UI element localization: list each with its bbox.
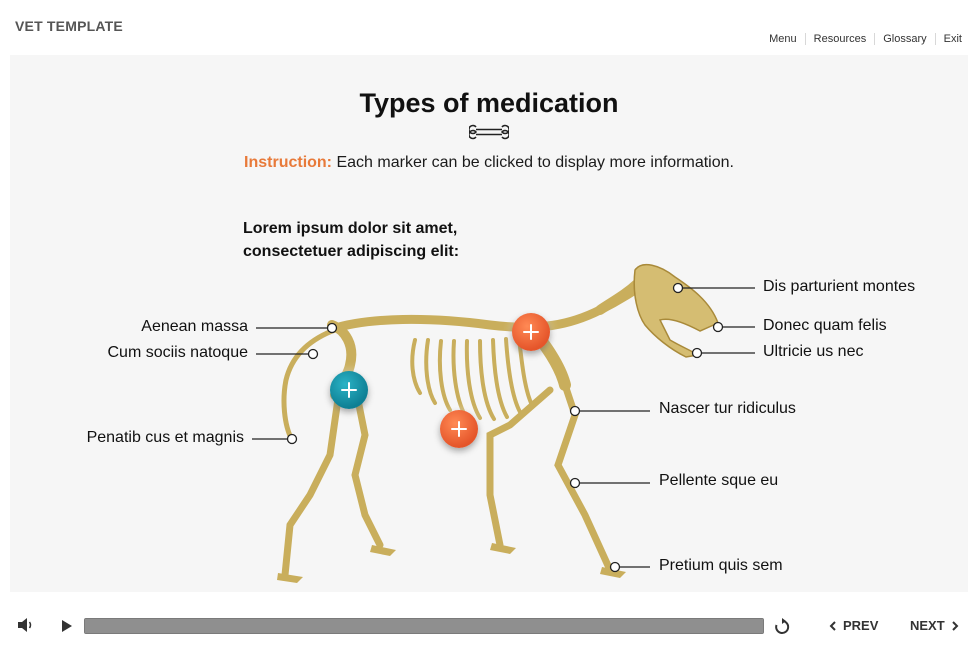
callout-dis-parturient: Dis parturient montes	[763, 278, 916, 295]
play-icon[interactable]	[61, 619, 73, 633]
instruction-body: Each marker can be clicked to display more information.	[336, 154, 734, 171]
volume-icon[interactable]	[17, 617, 35, 633]
brand-title: VET TEMPLATE	[15, 18, 123, 34]
info-marker-orange-chest[interactable]	[440, 410, 478, 448]
top-navigation	[761, 33, 962, 45]
next-button[interactable]	[910, 618, 959, 633]
nav-exit-link[interactable]: Exit	[943, 33, 962, 45]
chevron-right-icon	[951, 621, 959, 631]
prev-label: PREV	[843, 618, 879, 633]
callout-cum-sociis: Cum sociis natoque	[107, 344, 248, 361]
chevron-left-icon	[829, 621, 837, 631]
progress-bar[interactable]	[84, 618, 764, 634]
intro-line: consectetuer adipiscing elit:	[243, 243, 460, 260]
info-marker-orange-spine[interactable]	[512, 313, 550, 351]
progress-fill	[85, 619, 763, 633]
player-controls	[0, 600, 978, 656]
instruction-label: Instruction:	[244, 154, 333, 171]
callout-nascer: Nascer tur ridiculus	[659, 400, 796, 417]
page-title: Types of medication	[359, 88, 619, 118]
next-label: NEXT	[910, 618, 945, 633]
content-stage	[10, 55, 968, 592]
callout-donec-quam: Donec quam felis	[763, 317, 887, 334]
callout-pretium: Pretium quis sem	[659, 557, 783, 574]
intro-line: Lorem ipsum dolor sit amet,	[243, 220, 458, 237]
callout-penatib: Penatib cus et magnis	[86, 429, 244, 446]
replay-icon[interactable]	[773, 618, 791, 636]
callout-ultricie: Ultricie us nec	[763, 343, 864, 360]
nav-resources-link[interactable]: Resources	[813, 33, 867, 45]
info-marker-teal-hip[interactable]	[330, 371, 368, 409]
prev-button[interactable]	[829, 618, 878, 633]
callout-aenean-massa: Aenean massa	[141, 318, 248, 335]
callout-pellente: Pellente sque eu	[659, 472, 779, 489]
nav-glossary-link[interactable]: Glossary	[883, 33, 927, 45]
nav-menu-link[interactable]: Menu	[769, 33, 797, 45]
